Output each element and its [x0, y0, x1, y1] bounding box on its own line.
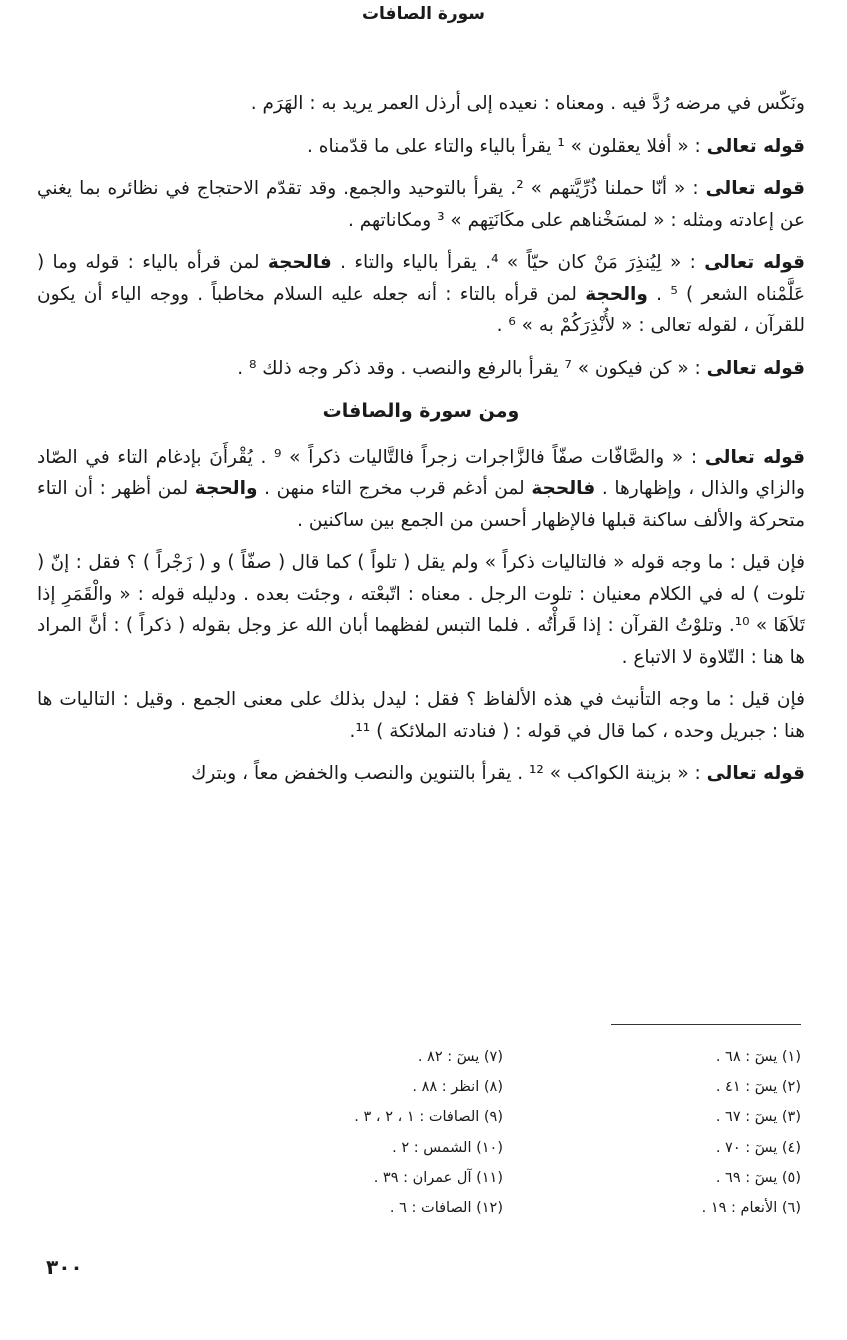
paragraph — [37, 758, 805, 790]
footnote: (٥) يسٓ : ٦٩ . — [715, 1169, 801, 1186]
footnote: (١٢) الصافات : ٦ . — [389, 1200, 503, 1217]
keyword: فالحجة — [267, 252, 332, 273]
keyword: قوله تعالى — [704, 446, 805, 468]
section-heading: ومن سورة والصافات — [322, 400, 520, 422]
paragraph-text: : « والصَّافّات صفّاً فالزَّاجرات زجراً فالتَّاليات ذكراً » ⁹ . يُقْرأَنَ بإدغام التاء في الصّاد والزاي والذال ، وإظهارها . — [37, 446, 805, 499]
keyword: قوله تعالى — [706, 763, 805, 784]
footnote: (٩) الصافات : ١ ، ٢ ، ٣ . — [354, 1109, 503, 1126]
footnote: (٤) يسٓ : ٧٠ . — [715, 1139, 801, 1156]
main-text — [37, 88, 805, 801]
paragraph-text: : « بزينة الكواكب » ¹² . يقرأ بالتنوين والنصب والخفض معاً ، وبترك — [191, 763, 707, 784]
paragraph — [37, 131, 805, 163]
footnote: (٧) يسٓ : ٨٢ . — [417, 1049, 503, 1065]
paragraph — [37, 442, 805, 537]
keyword: والحجة — [194, 478, 258, 499]
footnote: (٣) يسٓ : ٦٧ . — [715, 1109, 801, 1126]
paragraph-text: لمن قرأه بالياء : قوله وما ( عَلَّمْناه الشعر ) ⁵ . — [37, 252, 805, 305]
paragraph-text: لمن قرأه بالتاء : أنه جعله عليه السلام مخاطباً . ووجه الياء أن يكون للقرآن ، لقوله تعالى : « لأُنْذِرَكُمْ به » ⁶ . — [37, 283, 805, 336]
keyword: والحجة — [585, 283, 648, 305]
paragraph-text: : « أنّا حملنا ذُرِّيَّتهم » ². يقرأ بالتوحيد والجمع. وقد تقدّم الاحتجاج في نظائره بما يغني عن إعادته ومثله : « لمسَخْناهم على مكَانَتِهم » ³ ومكاناتهم . — [37, 178, 805, 231]
paragraph — [37, 88, 805, 120]
paragraph-text: فإن قيل : ما وجه قوله « فالتاليات ذكراً » ولم يقل ( تلواً ) كما قال ( صفّاً ) و ( زَجْراً ) ؟ فقل : إنّ ( تلوت ) له في الكلام معنيان : تلوت الرجل . معناه : اتّبعْته ، وجئت بعده . ودليله قوله : « والْقَمَرِ إذا تَلاَهَا » ¹⁰. وتلوْتُ القرآن : إذا قَرأْتُه . فلما التبس لفظهما أبان الله عز وجل بقوله ( ذكراً ) : أنَّ المراد ها هنا : التّلاوة لا الاتباع . — [37, 552, 805, 668]
paragraph-text: لمن أدغم قرب مخرج التاء منهن . — [257, 478, 532, 499]
footnote: (٦) الأنعام : ١٩ . — [701, 1200, 801, 1217]
footnotes-column-right — [531, 1042, 801, 1223]
paragraph — [37, 547, 805, 673]
footnote: (١٠) الشمس : ٢ . — [392, 1139, 503, 1156]
running-head: سورة الصافات — [361, 4, 486, 24]
paragraph — [37, 353, 805, 385]
page-number: ٣٠٠ — [46, 1255, 83, 1279]
keyword: قوله تعالى — [706, 357, 805, 379]
keyword: قوله تعالى — [704, 252, 805, 273]
keyword: فالحجة — [531, 478, 596, 499]
paragraph-text: فإن قيل : ما وجه التأنيث في هذه الألفاظ ؟ فقل : ليدل بذلك على معنى الجمع . وقيل : التاليات ها هنا : جبريل وحده ، كما قال في قوله : ( فنادته الملائكة ) ¹¹. — [37, 689, 805, 742]
paragraph-text: ونَكّس في مرضه رُدَّ فيه . ومعناه : نعيده إلى أرذل العمر يريد به : الهَرَم . — [250, 93, 805, 114]
footnote: (٨) انظر : ٨٨ . — [412, 1079, 503, 1096]
paragraph — [37, 684, 805, 747]
paragraph-text: : « كن فيكون » ⁷ يقرأ بالرفع والنصب . وقد ذكر وجه ذلك ⁸ . — [237, 357, 707, 379]
paragraph-text: لمن أظهر : أن التاء متحركة والألف ساكنة قبلها فالإظهار أحسن من الجمع بين ساكنين . — [37, 478, 805, 531]
paragraph — [37, 247, 805, 342]
footnote: (٢) يسٓ : ٤١ . — [715, 1079, 801, 1096]
paragraph-text: : « لِيُنذِرَ مَنْ كان حيّاً » ⁴. يقرأ بالياء والتاء . — [331, 252, 705, 273]
footnotes-column-left — [233, 1042, 503, 1223]
footnote: (١) يسٓ : ٦٨ . — [715, 1049, 801, 1065]
footnote: (١١) آل عمران : ٣٩ . — [373, 1169, 503, 1186]
paragraph — [37, 173, 805, 236]
footnote-divider — [611, 1024, 801, 1025]
paragraph-text: : « أفلا يعقلون » ¹ يقرأ بالياء والتاء على ما قدّمناه . — [306, 135, 707, 157]
keyword: قوله تعالى — [705, 178, 805, 199]
keyword: قوله تعالى — [706, 135, 805, 157]
